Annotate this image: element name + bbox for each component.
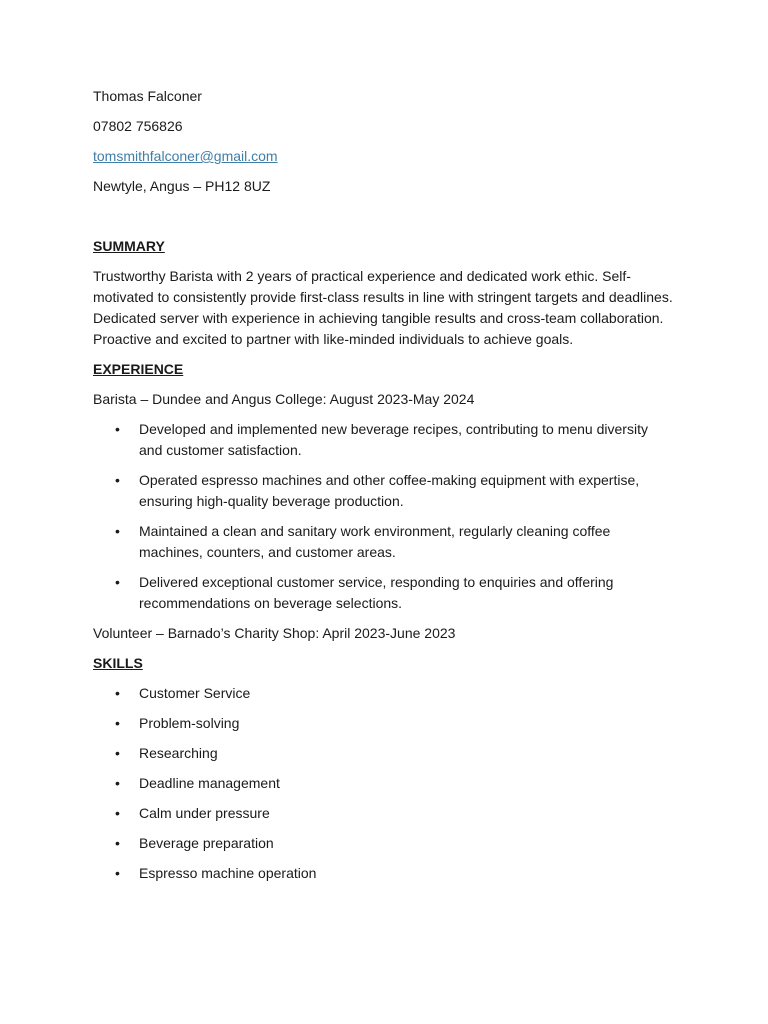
skill-item xyxy=(93,833,673,854)
contact-location: Newtyle, Angus – PH12 8UZ xyxy=(93,178,271,194)
job-bullet xyxy=(93,419,673,461)
job-bullet-text: Operated espresso machines and other coffee-making equipment with expertise, ensuring high-quality beverage production. xyxy=(139,472,640,509)
skill-item xyxy=(93,743,673,764)
bullet-icon: • xyxy=(115,835,120,851)
bullet-icon: • xyxy=(115,805,120,821)
job-bullet xyxy=(93,572,673,614)
skill-item xyxy=(93,773,673,794)
skill-text: Calm under pressure xyxy=(139,805,270,821)
job-bullet xyxy=(93,470,673,512)
contact-phone: 07802 756826 xyxy=(93,118,183,134)
contact-email-link[interactable]: tomsmithfalconer@gmail.com xyxy=(93,148,278,164)
summary-text: Trustworthy Barista with 2 years of practical experience and dedicated work ethic. Self-motivated to consistently provide first-class results in line with stringent targets and deadlines. Dedicated server with experience in achieving tangible results and cross-team collaboration. Proactive and excited to partner with like-minded individuals to achieve goals. xyxy=(93,268,673,347)
skill-item xyxy=(93,803,673,824)
experience-heading: EXPERIENCE xyxy=(93,361,184,377)
bullet-icon: • xyxy=(115,865,120,881)
resume-page xyxy=(93,86,673,893)
contact-name: Thomas Falconer xyxy=(93,88,202,104)
skill-item xyxy=(93,683,673,704)
bullet-icon: • xyxy=(115,523,120,539)
skill-item xyxy=(93,713,673,734)
bullet-icon: • xyxy=(115,775,120,791)
job-bullet-text: Delivered exceptional customer service, responding to enquiries and offering recommendations on beverage selections. xyxy=(139,574,614,611)
bullet-icon: • xyxy=(115,472,120,488)
skill-item xyxy=(93,863,673,884)
job-title: Barista – Dundee and Angus College: August 2023-May 2024 xyxy=(93,391,475,407)
bullet-icon: • xyxy=(115,421,120,437)
skill-text: Deadline management xyxy=(139,775,280,791)
section-spacer xyxy=(93,206,673,236)
skill-text: Espresso machine operation xyxy=(139,865,317,881)
skill-text: Customer Service xyxy=(139,685,251,701)
bullet-icon: • xyxy=(115,715,120,731)
summary-heading: SUMMARY xyxy=(93,238,165,254)
skills-list xyxy=(93,683,673,884)
bullet-icon: • xyxy=(115,574,120,590)
contact-email-line xyxy=(93,146,673,167)
job-bullet-list xyxy=(93,419,673,614)
bullet-icon: • xyxy=(115,685,120,701)
skill-text: Problem-solving xyxy=(139,715,240,731)
bullet-icon: • xyxy=(115,745,120,761)
job-bullet xyxy=(93,521,673,563)
skill-text: Beverage preparation xyxy=(139,835,274,851)
job-bullet-text: Developed and implemented new beverage recipes, contributing to menu diversity and customer satisfaction. xyxy=(139,421,648,458)
skill-text: Researching xyxy=(139,745,218,761)
job-title: Volunteer – Barnado’s Charity Shop: April 2023-June 2023 xyxy=(93,625,456,641)
skills-heading: SKILLS xyxy=(93,655,143,671)
job-bullet-text: Maintained a clean and sanitary work environment, regularly cleaning coffee machines, counters, and customer areas. xyxy=(139,523,611,560)
